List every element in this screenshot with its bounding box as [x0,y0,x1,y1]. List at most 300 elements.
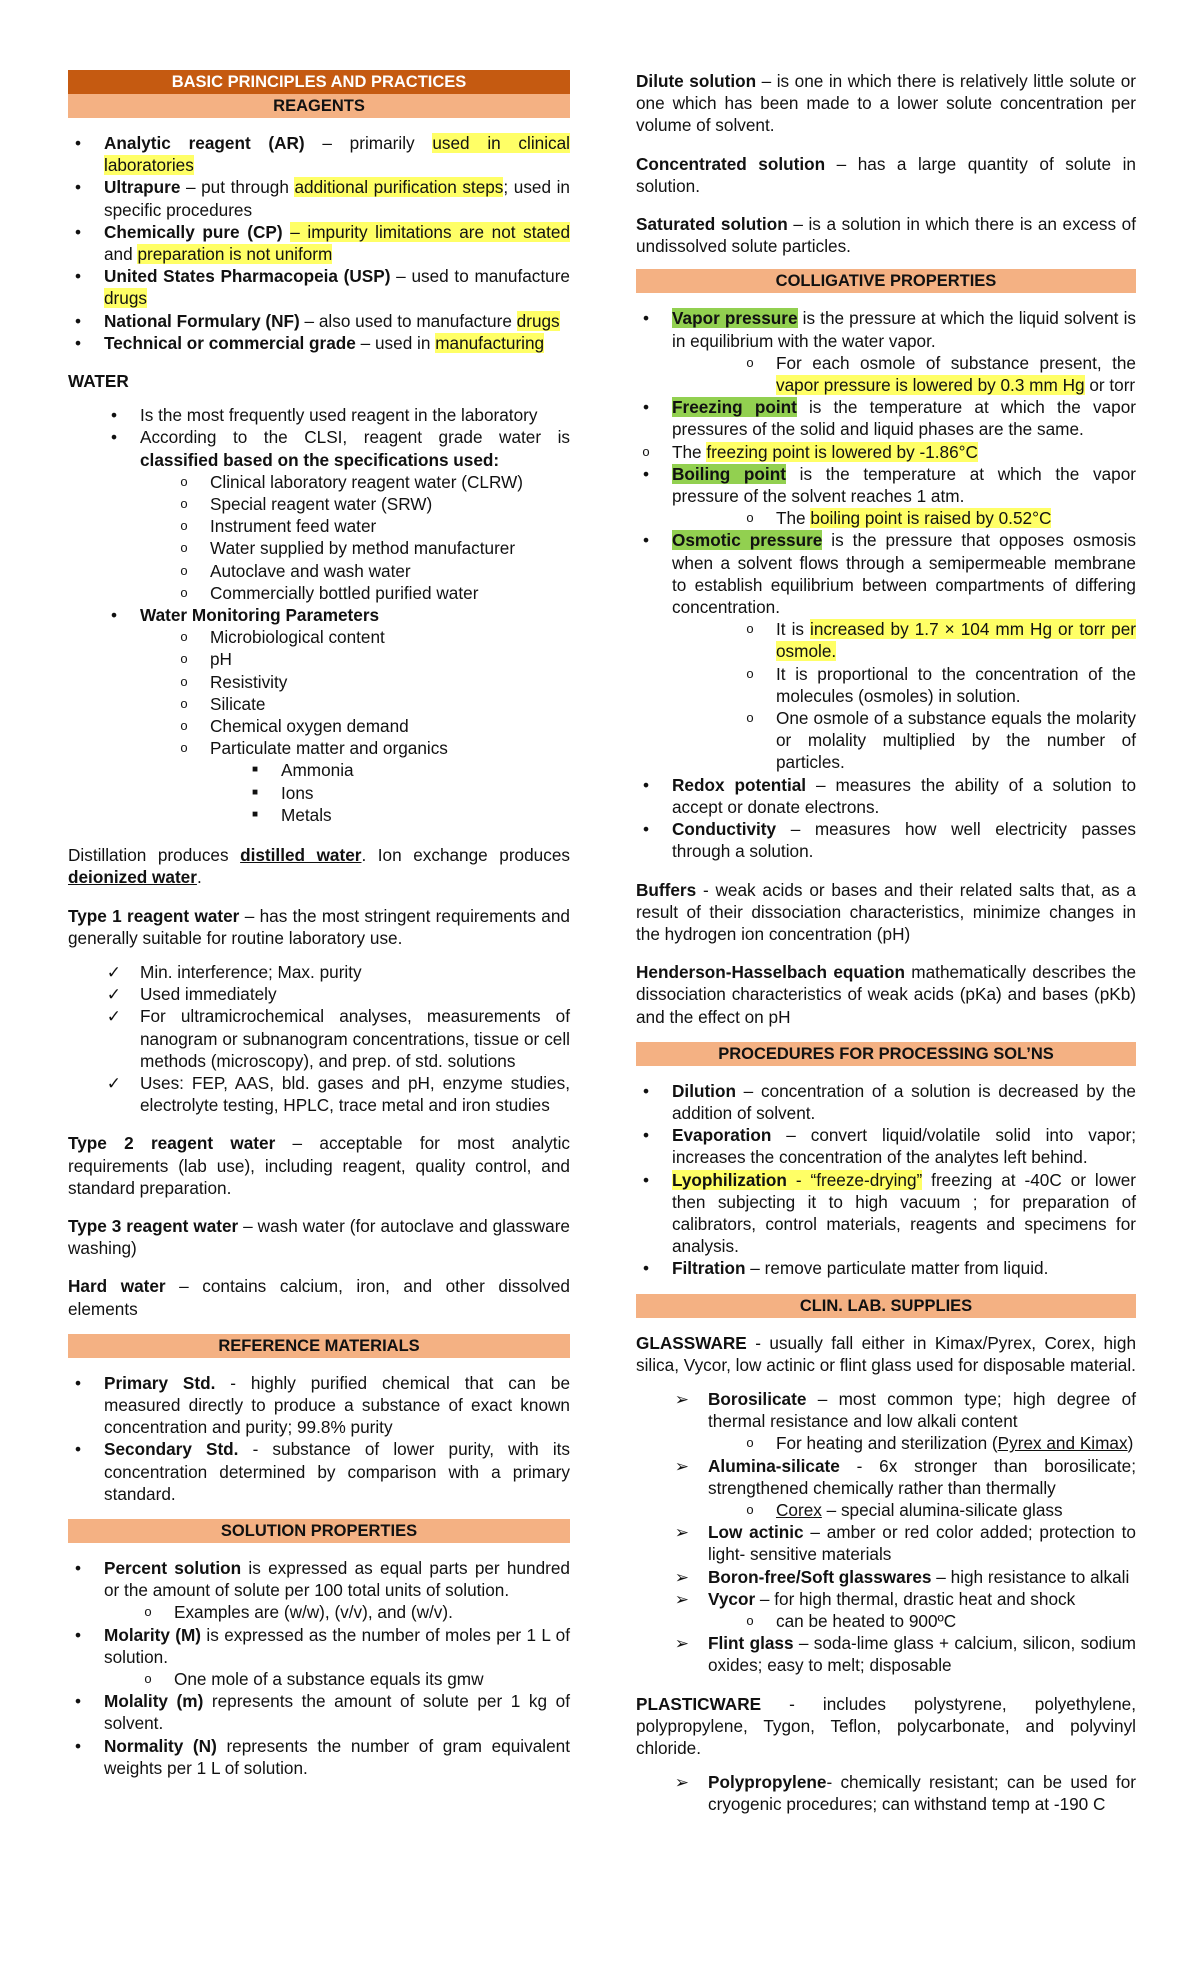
check-icon: ✓ [106,1072,122,1093]
check-icon: ✓ [106,1006,122,1027]
circle-bullet-icon: o [180,540,188,556]
list-item [74,265,570,309]
text: Instrument feed water [210,516,377,537]
distillation-paragraph [68,844,570,888]
circle-bullet-icon: o [180,629,188,645]
list-item [674,1566,1136,1588]
bullet-icon: • [74,177,82,198]
list-item [642,307,1136,351]
list-item [144,1668,570,1690]
circle-bullet-icon: o [180,473,188,489]
list-item [642,396,1136,440]
underlined-term: Corex [776,1499,822,1520]
bullet-icon: • [110,605,118,626]
left-column [68,70,570,1779]
text: Resistivity [210,671,288,692]
text: Microbiological content [210,627,385,648]
sub-list [636,352,1136,396]
text: – measures the ability of a solution to accept or donate electrons. [672,774,1136,817]
list-item [74,176,570,220]
arrow-bullet-icon: ➢ [674,1455,690,1476]
list-item [642,818,1136,862]
text: is the temperature at which the vapor pressures of the solid and liquid phases are the same. [672,397,1136,440]
glassware-paragraph [636,1332,1136,1376]
highlight: drugs [516,310,560,331]
text: Used immediately [140,984,277,1005]
text: Distillation produces [68,845,241,866]
bullet-icon: • [74,1735,82,1756]
list-item [110,604,570,626]
henderson-paragraph [636,961,1136,1028]
term: Hard water [68,1276,166,1297]
term: Conductivity [672,819,777,840]
text: – most common type; high degree of thermal resistance and low alkali content [708,1388,1136,1432]
circle-bullet-icon: o [180,518,188,534]
sub-list [636,1610,1136,1632]
right-column [636,70,1136,1816]
text: – remove particulate matter from liquid. [745,1258,1049,1279]
bullet-icon: • [642,774,650,795]
text: – has a large quantity of solute in solution. [636,153,1136,196]
term: Boron-free/Soft glasswares [708,1566,932,1587]
bullet-icon: • [642,308,650,329]
check-icon: ✓ [106,984,122,1005]
highlight: drugs [104,288,147,309]
text: Special reagent water (SRW) [210,494,433,515]
list-item [74,1690,570,1734]
list-item [674,1632,1136,1676]
text: – for high thermal, drastic heat and shock [755,1588,1076,1609]
list-item [642,774,1136,818]
highlight: manufacturing [435,332,545,353]
arrow-bullet-icon: ➢ [674,1522,690,1543]
term: Freezing point [672,397,797,418]
circle-bullet-icon: o [180,695,188,711]
text: – used to manufacture [390,266,570,287]
glassware-list [636,1521,1136,1610]
text: is the pressure at which the liquid solvent is in equilibrium with the water vapor. [672,308,1136,351]
term: Redox potential [672,774,807,795]
list-item [746,663,1136,707]
sub-list [636,507,1136,529]
text: – high resistance to alkali [931,1566,1130,1587]
term: Molarity (M) [104,1624,202,1645]
list-item [74,1735,570,1779]
list-item [106,983,570,1005]
term: Borosilicate [708,1388,807,1409]
list-item [144,1601,570,1623]
text: – is one in which there is relatively little solute or one which has been made to a lower solute concentration per volume of solvent. [636,71,1136,136]
list-item [642,1257,1136,1279]
sub-list [636,1432,1136,1454]
text: represents the number of gram equivalent weights per 1 L of solution. [104,1735,570,1778]
glassware-list [636,1388,1136,1432]
solution-list [68,1624,570,1668]
term: Alumina-silicate [708,1455,840,1476]
underlined-term: Pyrex and Kimax [997,1433,1128,1454]
colligative-list [636,774,1136,863]
term: GLASSWARE [636,1332,747,1353]
arrow-bullet-icon: ➢ [674,1633,690,1654]
type3-paragraph [68,1215,570,1259]
bullet-icon: • [74,1439,82,1460]
term: Boiling point [672,463,786,484]
arrow-bullet-icon: ➢ [674,1566,690,1587]
list-item [180,626,570,648]
term: Secondary Std. [104,1439,239,1460]
bullet-icon: • [74,133,82,153]
term: Percent solution [104,1557,242,1578]
circle-bullet-icon: o [180,718,188,734]
circle-bullet-icon: o [144,1604,152,1620]
text: It is proportional to the concentration of the molecules (osmoles) in solution. [776,663,1136,706]
list-item [642,529,1136,618]
water-heading: WATER [68,371,129,392]
term: Type 2 reagent water [68,1133,276,1154]
document-title: BASIC PRINCIPLES AND PRACTICES [68,70,570,94]
water-types-list [68,471,570,604]
sub-list [636,1499,1136,1521]
section-bar-procedures: PROCEDURES FOR PROCESSING SOL’NS [636,1042,1136,1066]
circle-bullet-icon: o [746,1435,754,1451]
list-item [251,782,570,804]
highlight: - “freeze-drying” [786,1169,923,1190]
bullet-icon: • [74,1372,82,1393]
list-item [74,1557,570,1601]
list-item [106,1005,570,1072]
arrow-bullet-icon: ➢ [674,1388,690,1409]
list-item [180,737,570,759]
text: is expressed as the number of moles per 1 L of solution. [104,1624,571,1667]
section-bar-reference: REFERENCE MATERIALS [68,1334,570,1358]
text: For each osmole of substance present, the [776,352,1136,373]
monitor-list [68,604,570,626]
type1-paragraph [68,905,570,949]
list-item [746,352,1136,396]
list-item [180,582,570,604]
list-item [180,493,570,515]
text: For ultramicrochemical analyses, measurements of nanogram or subnanogram concentrations, tissue or cell methods (microscopy), and prep. of std. solutions [140,1006,570,1071]
bullet-icon: • [74,332,82,353]
term: deionized water [68,867,197,888]
term: United States Pharmacopeia (USP) [104,266,391,287]
list-item [180,537,570,559]
text: – primarily [304,133,433,153]
text: is the pressure that opposes osmosis when a solvent flows through a semipermeable membrane to establish equilibrium between compartments of differing concentration. [672,530,1136,618]
square-bullet-icon: ■ [251,808,259,820]
term: Evaporation [672,1125,772,1146]
term: Molality (m) [104,1691,204,1712]
text: - highly purified chemical that can be measured directly to produce a substance of exact known concentration and purity; 99.8% purity [104,1372,570,1438]
text: - substance of lower purity, with its concentration determined by comparison with a primary standard. [104,1439,571,1504]
text: – contains calcium, iron, and other dissolved elements [68,1276,570,1319]
buffers-paragraph [636,879,1136,946]
list-item [74,310,570,332]
circle-bullet-icon: o [746,710,754,726]
text: – has the most stringent requirements and generally suitable for routine laboratory use. [68,905,570,948]
text: – put through [180,177,295,198]
list-item [746,707,1136,774]
text: – convert liquid/volatile solid into vapor; increases the concentration of the analytes left behind. [672,1125,1136,1168]
term: Dilute solution [636,71,757,91]
text: Chemical oxygen demand [210,716,409,737]
text: represents the amount of solute per 1 kg of solvent. [104,1691,570,1734]
circle-bullet-icon: o [746,510,754,526]
list-item [251,759,570,781]
list-item [674,1455,1136,1499]
bullet-icon: • [642,530,650,551]
reagent-grade-list [68,132,570,354]
bullet-icon: • [110,405,118,426]
term: Vycor [708,1588,756,1609]
text: Is the most frequently used reagent in the laboratory [140,405,538,426]
term: Type 3 reagent water [68,1215,239,1236]
text: - includes polystyrene, polyethylene, polypropylene, Tygon, Teflon, polycarbonate, and polyvinyl chloride. [636,1693,1136,1758]
bullet-icon: • [642,1258,650,1279]
term: Polypropylene [708,1772,827,1793]
text: The [672,441,707,462]
text: It is [776,619,811,640]
circle-bullet-icon: o [746,354,754,370]
list-item [746,507,1136,529]
type2-paragraph [68,1132,570,1199]
text: freezing at -40C or lower then subjecting it to high vacuum ; for preparation of calibrators, control materials, reagents and specimens for analysis. [672,1169,1136,1257]
term: PLASTICWARE [636,1693,762,1714]
list-item [251,804,570,826]
text: mathematically describes the dissociation characteristics of weak acids (pKa) and bases (pKb) and the effect on pH [636,962,1136,1027]
list-item [74,1624,571,1668]
term: Ultrapure [104,177,181,198]
text: - 6x stronger than borosilicate; strengthened chemically rather than thermally [708,1455,1136,1498]
list-item [642,463,1136,507]
water-list [68,404,570,471]
list-item [674,1521,1136,1565]
term: Dilution [672,1080,736,1101]
list-item [180,671,570,693]
text: can be heated to 900ºC [776,1610,957,1631]
text: Ammonia [281,760,354,781]
saturated-paragraph [636,213,1136,257]
text: pH [210,649,232,670]
concentrated-paragraph [636,153,1136,197]
section-bar-supplies: CLIN. LAB. SUPPLIES [636,1294,1136,1318]
list-item [106,961,570,983]
bullet-icon: • [642,1169,650,1190]
reference-list [68,1372,570,1505]
text: – is a solution in which there is an excess of undissolved solute particles. [636,214,1136,257]
text: Metals [281,804,332,825]
monitor-items-list [68,626,570,759]
text: One osmole of a substance equals the molarity or molality multiplied by the number of particles. [776,708,1136,773]
circle-bullet-icon: o [180,562,188,578]
section-bar-solution: SOLUTION PROPERTIES [68,1519,570,1543]
circle-bullet-icon: o [746,621,754,637]
text: – amber or red color added; protection to light- sensitive materials [708,1522,1136,1565]
term: Henderson-Hasselbach equation [636,962,905,983]
solution-list [68,1557,570,1601]
circle-bullet-icon: o [180,673,188,689]
text: The [776,508,811,529]
circle-bullet-icon: o [180,740,188,756]
highlight: – impurity limitations are not stated [290,221,570,242]
text: Commercially bottled purified water [210,582,479,603]
highlight: freezing point is lowered by -1.86°C [706,441,978,462]
term: Primary Std. [104,1372,216,1393]
text: - weak acids or bases and their related salts that, as a result of their dissociation characteristics, minimize changes in the hydrogen ion concentration (pH) [636,879,1136,944]
text: – wash water (for autoclave and glassware washing) [68,1215,570,1259]
check-icon: ✓ [106,961,122,982]
list-item [674,1388,1136,1432]
term: Filtration [672,1258,746,1279]
circle-bullet-icon: o [746,665,754,681]
list-item [74,221,570,265]
term: Normality (N) [104,1735,217,1756]
highlight: used in clinical laboratories [104,133,570,176]
solution-list [68,1690,570,1779]
glassware-list [636,1455,1136,1499]
text: One mole of a substance equals its gmw [174,1668,484,1689]
text: Min. interference; Max. purity [140,961,362,982]
highlight: preparation is not uniform [137,244,333,265]
highlight: increased by 1.7 × 104 mm Hg or torr per osmole. [776,619,1136,662]
highlight: vapor pressure is lowered by 0.3 mm Hg [776,375,1085,396]
dilute-paragraph [636,70,1136,137]
text: - chemically resistant; can be used for cryogenic procedures; can withstand temp at -190 C [708,1772,1136,1815]
term: Vapor pressure [672,308,798,329]
list-item [110,404,570,426]
term: Saturated solution [636,214,788,235]
bullet-icon: • [74,1691,82,1712]
colligative-list [636,307,1136,351]
bullet-icon: • [74,1557,82,1578]
list-item [180,648,570,670]
term: Osmotic pressure [672,530,823,551]
text: Examples are (w/w), (v/v), and (w/v). [174,1602,453,1623]
text: Autoclave and wash water [210,560,411,581]
text: – special alumina-silicate glass [821,1499,1063,1520]
sub-list [68,1668,570,1690]
text: – measures how well electricity passes through a solution. [672,819,1136,862]
text: and [104,244,138,265]
list-item [74,1372,570,1439]
plasticware-list [636,1771,1136,1815]
term: distilled water [240,845,362,866]
text: – also used to manufacture [299,310,517,331]
list-item [642,1080,1136,1124]
circle-bullet-icon: o [144,1670,152,1686]
list-item [674,1588,1136,1610]
term: Lyophilization [672,1169,787,1190]
circle-bullet-icon: o [180,496,188,512]
bullet-icon: • [642,463,650,484]
circle-bullet-icon: o [746,1612,754,1628]
bullet-icon: • [74,266,82,287]
list-item [74,1438,571,1505]
bullet-icon: • [642,1080,650,1101]
bullet-icon: • [642,819,650,840]
square-bullet-icon: ■ [251,786,259,798]
term: Concentrated solution [636,153,826,174]
list-item [746,1610,1136,1632]
plasticware-paragraph [636,1693,1136,1760]
term: Technical or commercial grade [104,332,356,353]
arrow-bullet-icon: ➢ [674,1588,690,1609]
list-item [74,332,570,354]
text: – used in [355,332,436,353]
text: For heating and sterilization ( [776,1433,998,1454]
section-bar-colligative: COLLIGATIVE PROPERTIES [636,269,1136,293]
circle-bullet-icon: o [180,651,188,667]
sub-list [636,618,1136,773]
glassware-list [636,1632,1136,1676]
list-item [642,1169,1136,1258]
section-bar-reagents: REAGENTS [68,94,570,118]
text: Silicate [210,693,266,714]
bullet-icon: • [74,1624,82,1645]
term: Type 1 reagent water [68,905,240,926]
hard-water-paragraph [68,1275,570,1319]
particulate-list [68,759,570,826]
text: ; used in specific procedures [104,177,570,220]
sub-list [68,1601,570,1623]
list-item [642,1124,1136,1168]
term: Buffers [636,879,697,900]
text: Water supplied by method manufacturer [210,538,516,559]
text: . [196,867,202,888]
bullet-icon: • [74,310,82,331]
list-item [180,471,570,493]
list-item [746,618,1136,662]
circle-bullet-icon: o [746,1501,754,1517]
square-bullet-icon: ■ [251,764,259,776]
term: Analytic reagent (AR) [104,133,305,153]
type1-check-list [68,961,570,1116]
text: – soda-lime glass + calcium, silicon, sodium oxides; easy to melt; disposable [708,1633,1136,1676]
text: is expressed as equal parts per hundred or the amount of solute per 100 total units of solution. [104,1557,570,1601]
term: Low actinic [708,1522,804,1543]
term: Flint glass [708,1633,794,1654]
highlight: boiling point is raised by 0.52°C [810,508,1052,529]
text: is the temperature at which the vapor pressure of the solvent reaches 1 atm. [672,463,1136,507]
colligative-list [636,396,1136,507]
text: Particulate matter and organics [210,738,448,759]
term: classified based on the specifications used: [140,449,500,470]
term: National Formulary (NF) [104,310,300,331]
text: According to the CLSI, reagent grade water is [140,427,570,448]
bullet-icon: • [110,427,118,448]
list-item [674,1771,1136,1815]
text: – concentration of a solution is decreased by the addition of solvent. [672,1080,1136,1123]
colligative-list [636,529,1136,618]
text: - usually fall either in Kimax/Pyrex, Corex, high silica, Vycor, low actinic or flint glass used for disposable material. [636,1332,1136,1375]
highlight: additional purification steps [294,177,504,198]
term: Water Monitoring Parameters [140,605,380,626]
list-item [180,515,570,537]
text: . Ion exchange produces [361,845,570,866]
text: – acceptable for most analytic requirements (lab use), including reagent, quality control, and standard preparation. [68,1133,570,1198]
list-item [642,441,1136,463]
list-item [180,693,570,715]
procedures-list [636,1080,1136,1280]
bullet-icon: • [642,1125,650,1146]
text: or torr [1084,375,1136,396]
list-item [180,560,570,582]
text: Uses: FEP, AAS, bld. gases and pH, enzyme studies, electrolyte testing, HPLC, trace metal and iron studies [140,1072,570,1116]
list-item [110,426,570,470]
list-item [106,1072,570,1116]
text: Ions [281,782,314,803]
text: Clinical laboratory reagent water (CLRW) [210,471,523,492]
